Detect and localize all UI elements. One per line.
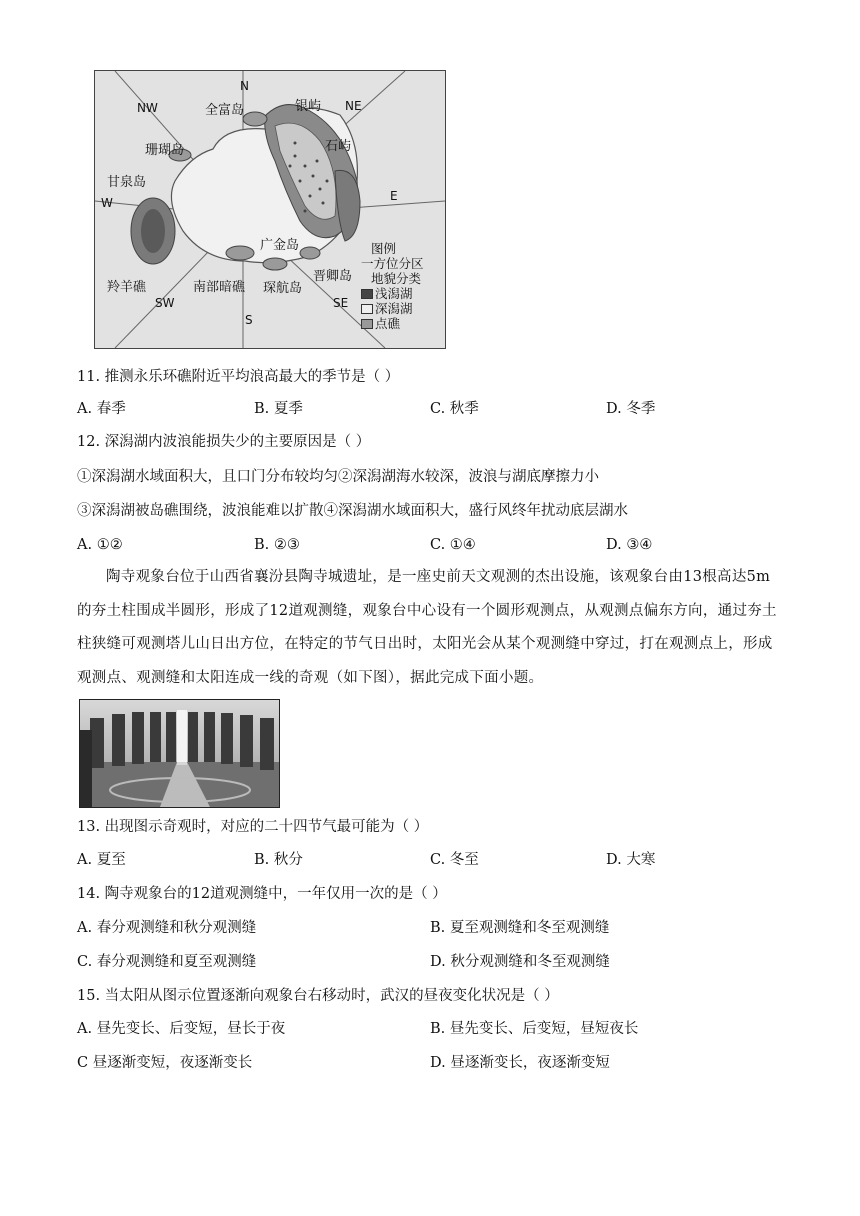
observatory-photo-graphic bbox=[80, 700, 279, 807]
direction-w: W bbox=[101, 196, 113, 210]
question-12-stem: 12. 深潟湖内波浪能损失少的主要原因是（ ） bbox=[77, 434, 371, 450]
q13-option-c: C. 冬至 bbox=[430, 852, 479, 868]
label-shiyu: 石屿 bbox=[325, 139, 352, 154]
direction-se: SE bbox=[333, 296, 349, 310]
deep-lagoon-swatch bbox=[361, 304, 373, 314]
question-13-stem: 13. 出现图示奇观时，对应的二十四节气最可能为（ ） bbox=[77, 819, 429, 835]
q13-option-d: D. 大寒 bbox=[606, 852, 656, 868]
q12-statement-2: ③深潟湖被岛礁围绕，波浪能难以扩散④深潟湖水域面积大，盛行风终年扰动底层湖水 bbox=[77, 503, 628, 519]
label-ganquan: 甘泉岛 bbox=[107, 175, 147, 190]
map-legend bbox=[361, 241, 424, 331]
q13-option-b: B. 秋分 bbox=[254, 852, 303, 868]
label-jinqing: 晋卿岛 bbox=[313, 269, 353, 284]
q11-option-b: B. 夏季 bbox=[254, 401, 303, 417]
direction-s: S bbox=[245, 313, 253, 327]
passage-text: 陶寺观象台位于山西省襄汾县陶寺城遗址，是一座史前天文观测的杰出设施，该观象台由13根高达5m的夯土柱围成半圆形，形成了12道观测缝，观象台中心设有一个圆形观测点，从观测点偏东方向，通过夯土柱狭缝可观测塔儿山日出方位，在特定的节气日出时，太阳光会从某个观测缝中穿过，打在观测点上，形成观测点、观测缝和太阳连成一线的奇观（如下图），据此完成下面小题。 bbox=[77, 569, 777, 686]
question-14-stem: 14. 陶寺观象台的12道观测缝中，一年仅用一次的是（ ） bbox=[77, 886, 447, 902]
label-guangjin: 广金岛 bbox=[260, 238, 300, 253]
direction-e: E bbox=[390, 189, 398, 203]
legend-deep: 深潟湖 bbox=[361, 301, 424, 316]
q14-option-c: C. 春分观测缝和夏至观测缝 bbox=[77, 954, 257, 970]
direction-ne: NE bbox=[345, 99, 362, 113]
q12-statement-1: ①深潟湖水域面积大，且口门分布较均匀②深潟湖海水较深，波浪与湖底摩擦力小 bbox=[77, 469, 599, 485]
q11-option-a: A. 春季 bbox=[77, 401, 126, 417]
question-11-stem: 11. 推测永乐环礁附近平均浪高最大的季节是（ ） bbox=[77, 369, 400, 385]
shallow-lagoon-swatch bbox=[361, 289, 373, 299]
observatory-photo bbox=[79, 699, 280, 808]
label-lingyang: 羚羊礁 bbox=[107, 280, 147, 295]
legend-title: 图例 bbox=[371, 241, 397, 256]
q14-option-d: D. 秋分观测缝和冬至观测缝 bbox=[430, 954, 610, 970]
q14-option-a: A. 春分观测缝和秋分观测缝 bbox=[77, 920, 257, 936]
q13-option-a: A. 夏至 bbox=[77, 852, 126, 868]
q15-option-d: D. 昼逐渐变长，夜逐渐变短 bbox=[430, 1055, 610, 1071]
q15-option-a: A. 昼先变长、后变短，昼长于夜 bbox=[77, 1021, 286, 1037]
direction-n: N bbox=[240, 79, 249, 93]
q12-option-a: A. ①② bbox=[77, 537, 123, 553]
q11-option-d: D. 冬季 bbox=[606, 401, 656, 417]
legend-shallow: 浅潟湖 bbox=[361, 286, 424, 301]
direction-nw: NW bbox=[137, 101, 158, 115]
q15-option-b: B. 昼先变长、后变短，昼短夜长 bbox=[430, 1021, 639, 1037]
q12-option-d: D. ③④ bbox=[606, 537, 653, 553]
label-nanbu: 南部暗礁 bbox=[193, 280, 246, 295]
direction-sw: SW bbox=[155, 296, 175, 310]
q15-option-c: C 昼逐渐变短，夜逐渐变长 bbox=[77, 1055, 253, 1071]
question-15-stem: 15. 当太阳从图示位置逐渐向观象台右移动时，武汉的昼夜变化状况是（ ） bbox=[77, 988, 559, 1004]
legend-landform: 地貌分类 bbox=[371, 271, 422, 286]
q12-option-b: B. ②③ bbox=[254, 537, 300, 553]
label-yinyu: 银屿 bbox=[295, 99, 322, 114]
label-quanfu: 全富岛 bbox=[205, 103, 245, 118]
legend-direction: 一方位分区 bbox=[361, 256, 424, 271]
q14-option-b: B. 夏至观测缝和冬至观测缝 bbox=[430, 920, 610, 936]
point-reef-swatch bbox=[361, 319, 373, 329]
legend-reef: 点礁 bbox=[361, 316, 424, 331]
label-shanhu: 珊瑚岛 bbox=[145, 143, 185, 158]
atoll-map bbox=[94, 70, 446, 349]
q12-option-c: C. ①④ bbox=[430, 537, 476, 553]
q11-option-c: C. 秋季 bbox=[430, 401, 479, 417]
label-chenhang: 琛航岛 bbox=[263, 281, 303, 296]
